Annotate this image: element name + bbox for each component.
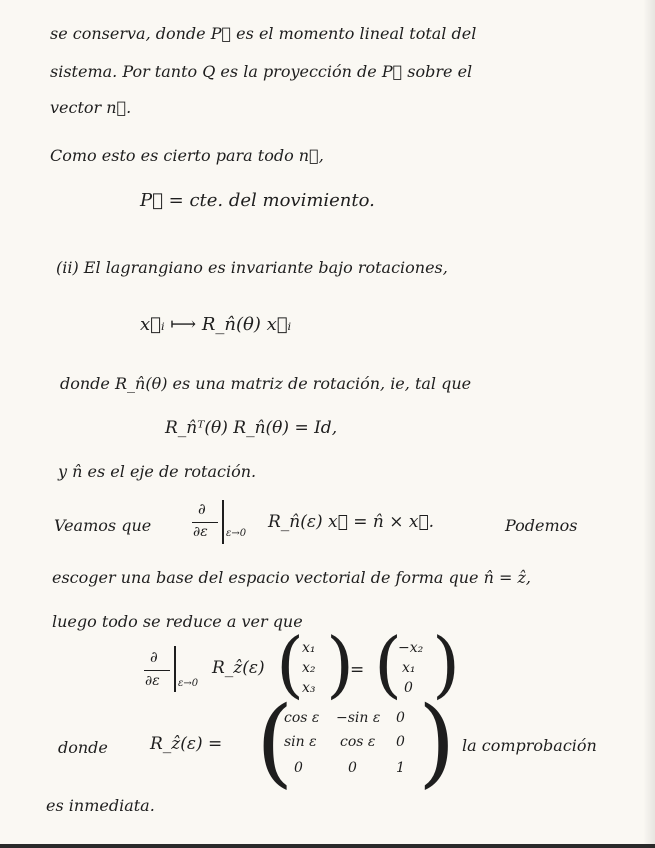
equation-orthogonality: R_n̂ᵀ(θ) R_n̂(θ) = Id, [165, 418, 338, 438]
derivative-2-limit: ε→0 [178, 678, 199, 689]
text-line-1: se conserva, donde P⃗ es el momento lineal total del [50, 24, 477, 43]
matrix-cell-1-1: cos ε [284, 710, 320, 726]
derivative-1-numerator: ∂ [198, 500, 206, 518]
evaluation-bar-2 [174, 646, 176, 692]
text-line-6: donde R_n̂(θ) es una matriz de rotación, ie, tal que [60, 374, 472, 393]
vector-out-right-paren: ) [432, 622, 461, 706]
derivative-2-denominator: ∂ε [145, 673, 160, 689]
text-line-11b: la comprobación [462, 736, 597, 755]
matrix-cell-3-3: 1 [396, 760, 405, 776]
text-line-9: escoger una base del espacio vectorial de forma que n̂ = ẑ, [52, 568, 532, 587]
vector-out-entry-3: 0 [404, 680, 413, 696]
vector-out-entry-2: x₁ [402, 660, 416, 676]
matrix-cell-1-2: −sin ε [336, 710, 381, 726]
matrix-cell-2-1: sin ε [284, 734, 317, 750]
text-line-3: vector n⃗. [50, 98, 132, 117]
derivative-2-numerator: ∂ [150, 648, 158, 666]
text-line-7: y n̂ es el eje de rotación. [58, 462, 257, 481]
text-line-11: donde [58, 738, 108, 757]
matrix-left-paren: ( [256, 686, 294, 798]
equation-momentum-conserved: P⃗ = cte. del movimiento. [140, 190, 375, 211]
vector-in-entry-1: x₁ [302, 640, 316, 656]
rotation-z-operator: R_ẑ(ε) [212, 658, 265, 678]
matrix-cell-3-1: 0 [294, 760, 303, 776]
matrix-right-paren: ) [418, 686, 456, 798]
vector-in-right-paren: ) [326, 622, 355, 706]
text-line-4: Como esto es cierto para todo n⃗, [50, 146, 324, 165]
evaluation-bar-1 [222, 500, 224, 544]
vector-out-left-paren: ( [374, 622, 403, 706]
matrix-cell-2-2: cos ε [340, 734, 376, 750]
page-bottom-border [0, 844, 655, 848]
vector-out-entry-1: −x₂ [398, 640, 424, 656]
vector-in-entry-3: x₃ [302, 680, 316, 696]
matrix-cell-2-3: 0 [396, 734, 405, 750]
vector-in-left-paren: ( [276, 622, 305, 706]
text-line-12: es inmediata. [46, 796, 155, 815]
text-line-8b: Podemos [505, 516, 578, 535]
equation-infinitesimal-rotation: R_n̂(ε) x⃗ = n̂ × x⃗. [268, 512, 435, 532]
rotation-matrix-lhs: R_ẑ(ε) = [150, 734, 223, 754]
matrix-cell-3-2: 0 [348, 760, 357, 776]
text-line-10: luego todo se reduce a ver que [52, 612, 303, 631]
text-line-8a: Veamos que [54, 516, 152, 535]
derivative-2-bar [144, 670, 170, 671]
page-edge-shadow [643, 0, 655, 848]
derivative-1-limit: ε→0 [226, 528, 247, 539]
equals-sign: = [350, 660, 365, 680]
matrix-cell-1-3: 0 [396, 710, 405, 726]
equation-rotation-map: x⃗ᵢ ⟼ R_n̂(θ) x⃗ᵢ [140, 314, 292, 335]
text-line-2: sistema. Por tanto Q es la proyección de P⃗ sobre el [50, 62, 473, 81]
vector-in-entry-2: x₂ [302, 660, 316, 676]
derivative-1-bar [192, 522, 218, 523]
text-line-5: (ii) El lagrangiano es invariante bajo rotaciones, [56, 258, 448, 277]
derivative-1-denominator: ∂ε [193, 524, 208, 540]
